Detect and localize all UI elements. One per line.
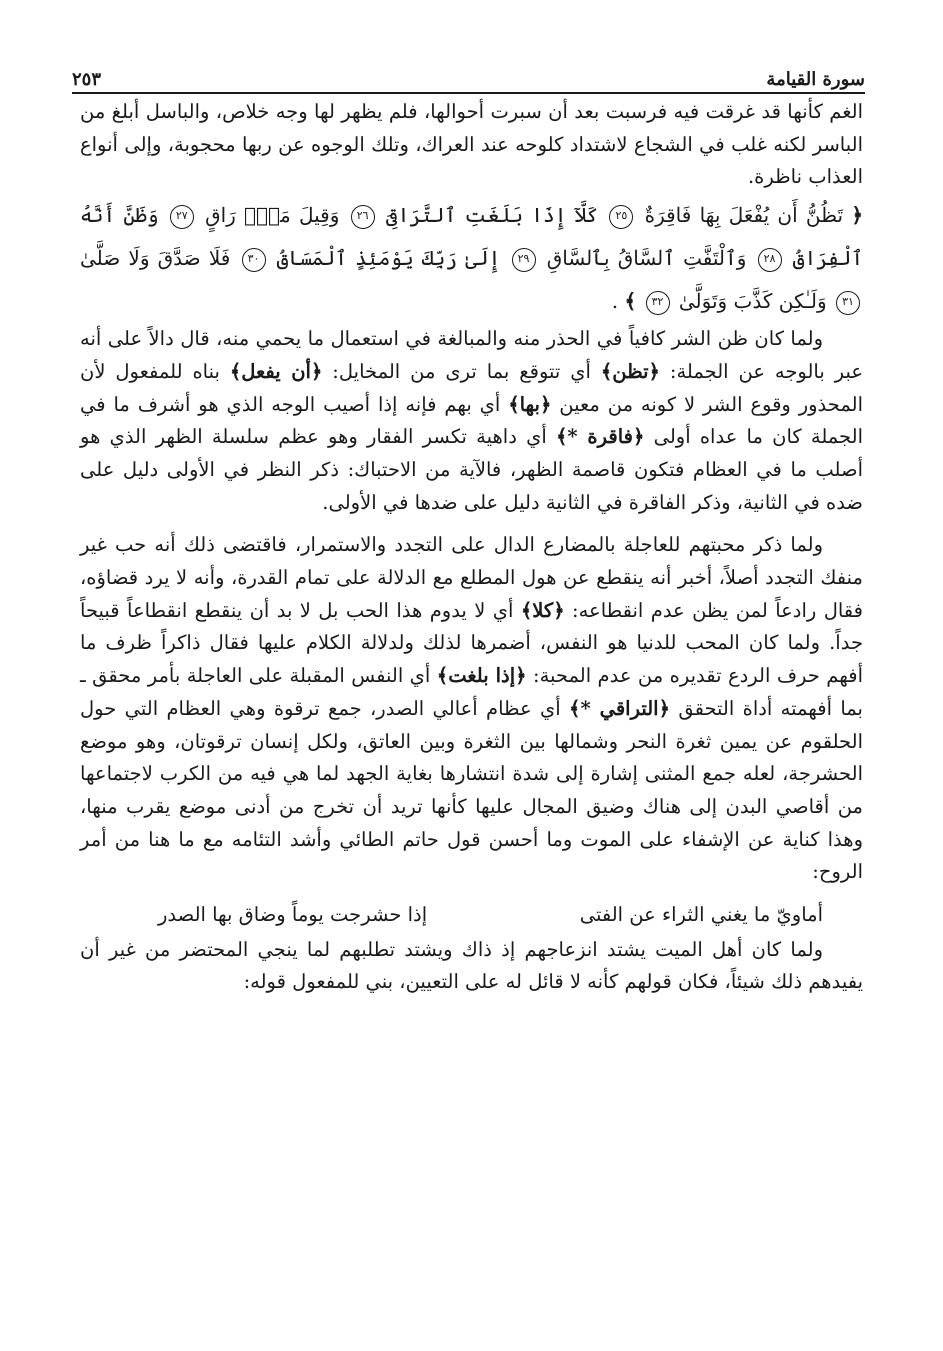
p2-text-2: أي تتوقع بما ترى من المخايل: bbox=[322, 359, 601, 383]
p2-keyword-tazun: ﴿تظن﴾ bbox=[600, 359, 660, 383]
p3-text-4: أي عظام أعالي الصدر، جمع ترقوة وهي العظام التي حول الحلقوم عن يمين ثغرة النحر وشمالها بين الثغرة وبين العاتق، ولكل إنسان ترقوتان، وهو موضع الحشرجة، لعله جمع المثنى إشارة إلى شدة انتشارها بغاية الجهد لما هي فيه من الكرب لاجتماعها من أقاصي البدن إلى هناك وضيق المجال عليها كأنها تريد أن تخرج من أدنى موضع يقرب منها، وهذا كناية عن الإشفاء على الموت وما أحسن قول حاتم الطائي وأشد التئامه مع ما هنا من أمر الروح: bbox=[80, 696, 863, 884]
verse-end-period: . bbox=[611, 289, 619, 314]
p3-keyword-itha-balaghat: ﴿إذا بلغت﴾ bbox=[436, 664, 527, 688]
p2-keyword-faqira: ﴿فاقرة *﴾ bbox=[556, 425, 645, 449]
poem-second-hemistich: إذا حشرجت يوماً وضاق بها الصدر bbox=[158, 903, 428, 927]
p3-keyword-kalla: ﴿كلا﴾ bbox=[520, 598, 565, 622]
p2-text-4: أي بهم فإنه إذا أصيب الوجه الذي هو أشرف ما في الجملة كان ما عداه أولى bbox=[80, 392, 863, 449]
p3-text-3: أي النفس المقبلة على العاجلة بأمر محقق ـ بما أفهمته أداة التحقق bbox=[80, 664, 863, 720]
quran-verses bbox=[80, 194, 863, 323]
verse-open-bracket: ﴿ bbox=[851, 203, 864, 228]
verse-31-text: فَلَا صَدَّقَ وَلَا صَلَّىٰ bbox=[80, 246, 231, 271]
ayah-number-26: ٢٦ bbox=[351, 205, 375, 229]
paragraph-1: الغم كأنها قد غرقت فيه فرسبت بعد أن سبرت أحوالها، فلم يظهر لها وجه خلاص، والباسل أبلغ من الباسر لكنه غلب في الشجاع لاشتداد كلوحه عند العراك، وتلك الوجوه عن ربها محجوبة، وإلى أنواع العذاب ناظرة. bbox=[80, 100, 863, 189]
p2-text-5: أي داهية تكسر الفقار وهو عظم سلسلة الظهر الذي هو أصلب ما في العظام فتكون قاصمة الظهر، فالآية من الاحتباك: ذكر النظر في الأولى دليل على ضده في الثانية، وذكر الفاقرة في الثانية دليل على ضدها في الأولى. bbox=[80, 425, 863, 514]
header-rule bbox=[72, 92, 865, 94]
paragraph-4: ولما كان أهل الميت يشتد انزعاجهم إذ ذاك ويشتد تطلبهم لما ينجي المحتضر من غير أن يفيدهم ذلك شيئاً، فكان قولهم كأنه لا قائل له على التعيين، بني للمفعول قوله: bbox=[80, 937, 863, 994]
surah-title: سورة القيامة bbox=[766, 69, 865, 90]
verse-27-text: وَقِيلَ مَنْۜ رَاقٍ bbox=[205, 203, 340, 228]
poem-verse bbox=[80, 899, 863, 932]
page-body bbox=[80, 96, 863, 999]
verse-28-text: وَظَنَّ أَنَّهُ ٱلْفِرَاقُ bbox=[80, 203, 864, 271]
p2-text-1: ولما كان ظن الشر كافياً في الحذر منه والمبالغة في استعمال ما يحمي منه، قال دالاً على أنه عبر بالوجه عن الجملة: bbox=[80, 327, 863, 383]
ayah-number-30: ٣٠ bbox=[242, 248, 266, 272]
verse-30-text: إِلَىٰ رَبِّكَ يَوْمَئِذٍ ٱلْمَسَاقُ bbox=[276, 246, 501, 271]
page-number: ٢٥٣ bbox=[72, 69, 102, 90]
ayah-number-25: ٢٥ bbox=[609, 205, 633, 229]
page-header bbox=[72, 58, 865, 90]
p2-keyword-biha: ﴿بها﴾ bbox=[508, 392, 552, 416]
p3-text-1: ولما ذكر محبتهم للعاجلة بالمضارع الدال على التجدد والاستمرار، فاقتضى ذلك أنه حب غير منفك التجدد أصلاً، أخبر أنه ينقطع عن هول المطلع مع الدلالة على تمام القدرة، وأنه لا يرد قضاؤه، فقال رادعاً لمن يظن عدم انقطاعه: bbox=[80, 533, 863, 622]
ayah-number-28: ٢٨ bbox=[758, 248, 782, 272]
poem-first-hemistich: أماويّ ما يغني الثراء عن الفتى bbox=[579, 903, 823, 927]
ayah-number-31: ٣١ bbox=[836, 291, 860, 315]
verse-32-text: وَلَـٰكِن كَذَّبَ وَتَوَلَّىٰ bbox=[678, 289, 827, 314]
p3-text-2: أي لا يدوم هذا الحب بل لا بد أن ينقطع انقطاعاً قبيحاً جداً. ولما كان المحب للدنيا هو النفس، أضمرها لذلك ولدلالة الكلام عليها فقال ذاكراً ظرف ما أفهم حرف الردع تقديره من عدم المحبة: bbox=[80, 598, 863, 688]
verse-26-text: كَلَّآ إِذَا بَلَغَتِ ٱلتَّرَاقِىَ bbox=[385, 203, 599, 228]
verse-25-text: تَظُنُّ أَن يُفْعَلَ بِهَا فَاقِرَةٌ bbox=[644, 203, 844, 228]
verse-close-bracket: ﴾ bbox=[624, 289, 637, 314]
ayah-number-27: ٢٧ bbox=[170, 205, 194, 229]
ayah-number-32: ٣٢ bbox=[646, 291, 670, 315]
p3-keyword-taraqi: ﴿التراقي *﴾ bbox=[569, 696, 670, 720]
ayah-number-29: ٢٩ bbox=[512, 248, 536, 272]
p2-text-3: بناه للمفعول لأن المحذور وقوع الشر لا كونه من معين bbox=[80, 359, 863, 416]
paragraph-3 bbox=[80, 529, 863, 889]
paragraph-2 bbox=[80, 323, 863, 519]
p2-keyword-an-yufal: ﴿أن يفعل﴾ bbox=[229, 359, 323, 383]
verse-29-text: وَٱلْتَفَّتِ ٱلسَّاقُ بِٱلسَّاقِ bbox=[546, 246, 747, 271]
